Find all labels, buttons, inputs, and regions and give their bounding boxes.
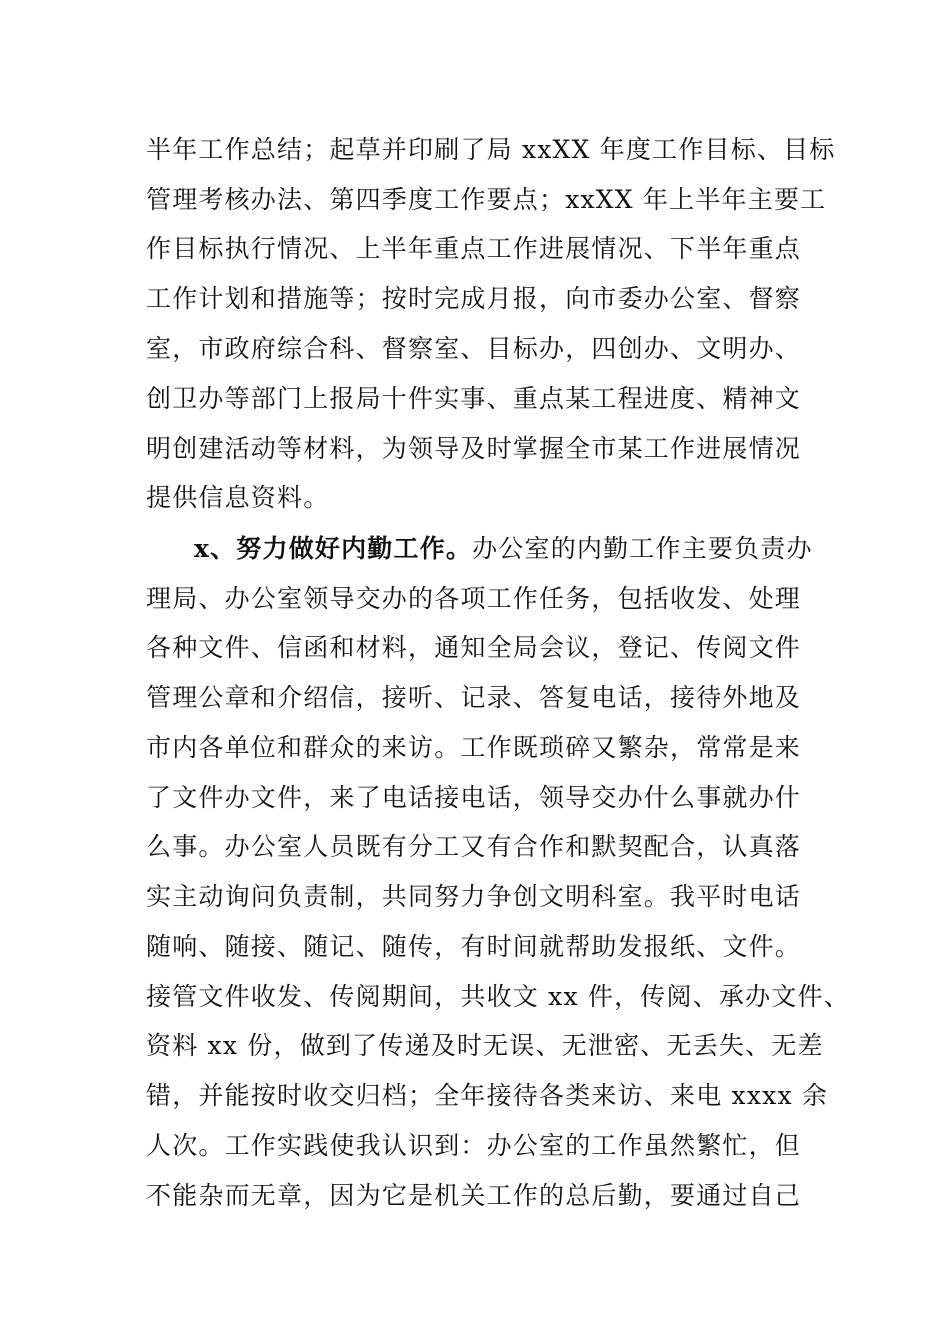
paragraph-1-line-5: 室，市政府综合科、督察室、目标办，四创办、文明办、	[146, 334, 802, 363]
paragraph-2-line-8: 实主动询问负责制，共同努力争创文明科室。我平时电话	[146, 882, 802, 911]
paragraph-2-line-13: 人次。工作实践使我认识到：办公室的工作虽然繁忙，但	[146, 1131, 802, 1160]
paragraph-2-first-line-text: 办公室的内勤工作主要负责办	[472, 534, 813, 563]
paragraph-2-line-7: 么事。办公室人员既有分工又有合作和默契配合，认真落	[146, 832, 802, 861]
paragraph-2-line-11: 资料 xx 份，做到了传递及时无误、无泄密、无丢失、无差	[146, 1031, 824, 1060]
paragraph-2-line-6: 了文件办文件，来了电话接电话，领导交办什么事就办什	[146, 783, 802, 812]
paragraph-1-line-1: 半年工作总结；起草并印刷了局 xxXX 年度工作目标、目标	[146, 135, 836, 164]
paragraph-1-line-4: 工作计划和措施等；按时完成月报，向市委办公室、督察	[146, 284, 802, 313]
paragraph-1-line-2: 管理考核办法、第四季度工作要点；xxXX 年上半年主要工	[146, 185, 827, 214]
paragraph-2-line-12: 错，并能按时收交归档；全年接待各类来访、来电 xxxx 余	[146, 1081, 829, 1110]
paragraph-2-line-3: 各种文件、信函和材料，通知全局会议，登记、传阅文件	[146, 633, 802, 662]
paragraph-1-line-3: 作目标执行情况、上半年重点工作进展情况、下半年重点	[146, 234, 802, 263]
paragraph-2-first-line	[194, 529, 813, 569]
paragraph-2-line-9: 随响、随接、随记、随传，有时间就帮助发报纸、文件。	[146, 932, 802, 961]
paragraph-2-line-2: 理局、办公室领导交办的各项工作任务，包括收发、处理	[146, 584, 802, 613]
paragraph-1-line-8: 提供信息资料。	[146, 483, 330, 512]
paragraph-2-line-14: 不能杂而无章，因为它是机关工作的总后勤，要通过自己	[146, 1181, 802, 1210]
paragraph-2-line-10: 接管文件收发、传阅期间，共收文 xx 件，传阅、承办文件、	[146, 982, 850, 1011]
paragraph-2-line-4: 管理公章和介绍信，接听、记录、答复电话，接待外地及	[146, 683, 802, 712]
paragraph-2-line-5: 市内各单位和群众的来访。工作既琐碎又繁杂，常常是来	[146, 733, 802, 762]
paragraph-1-line-6: 创卫办等部门上报局十件实事、重点某工程进度、精神文	[146, 384, 802, 413]
paragraph-2-heading: x、努力做好内勤工作。	[194, 534, 473, 563]
paragraph-1-line-7: 明创建活动等材料，为领导及时掌握全市某工作进展情况	[146, 434, 802, 463]
